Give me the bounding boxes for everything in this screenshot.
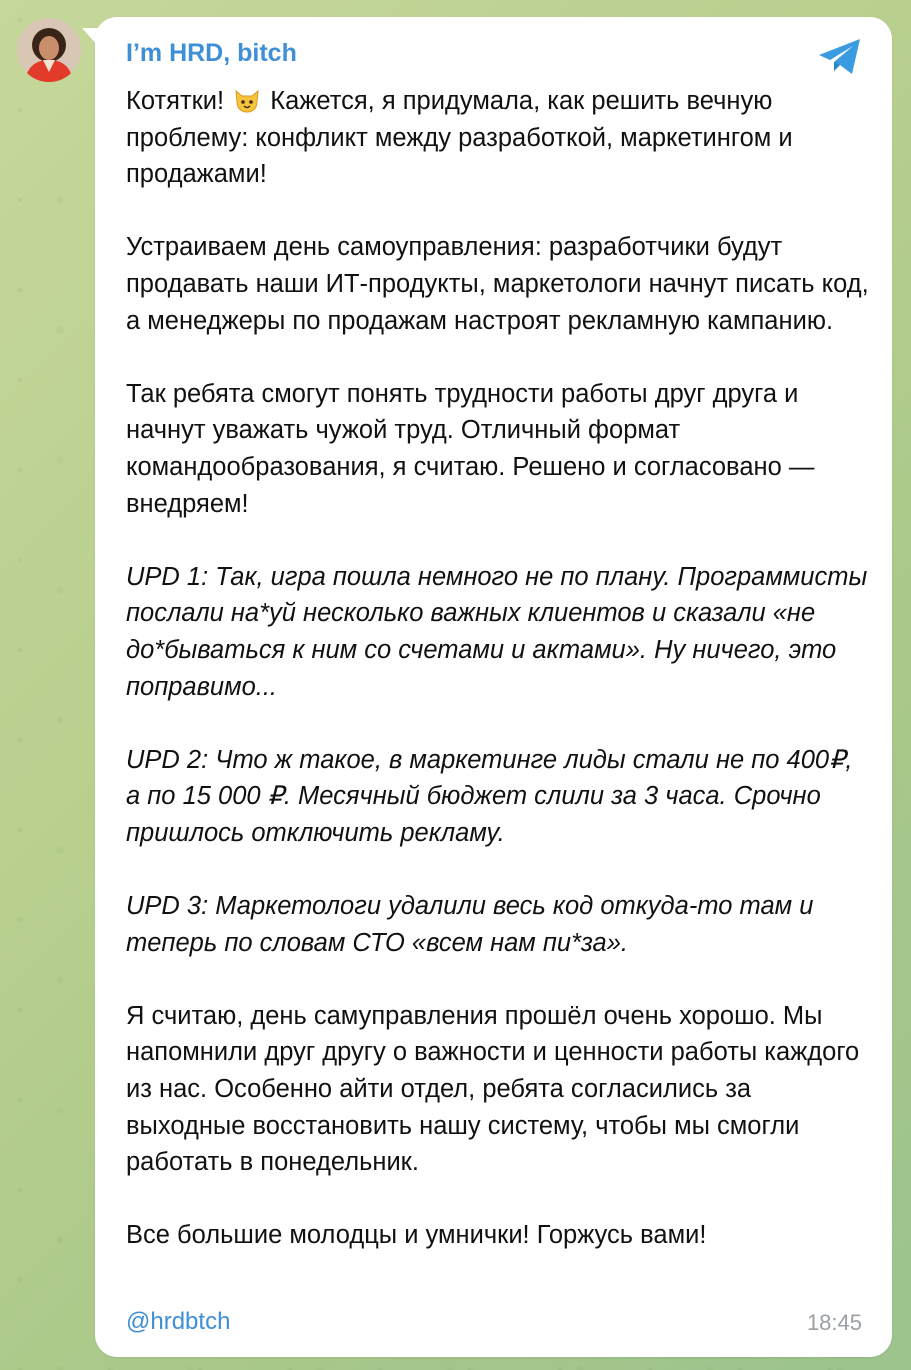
channel-link[interactable]: @hrdbtch <box>126 1308 231 1335</box>
update-2: UPD 2: Что ж такое, в маркетинге лиды стали не по 400₽, а по 15 000 ₽. Месячный бюджет слили за 3 часа. Срочно пришлось отключить рекламу. <box>126 745 853 847</box>
message-bubble <box>95 17 892 1357</box>
update-3: UPD 3: Маркетологи удалили весь код откуда-то там и теперь по словам СТО «всем нам пи*за». <box>126 892 814 957</box>
paragraph-3: Так ребята смогут понять трудности работы друг друга и начнут уважать чужой труд. Отличный формат командообразования, я считаю. Решено и согласовано — внедряем! <box>126 379 815 518</box>
update-1: UPD 1: Так, игра пошла немного не по плану. Программисты послали на*уй несколько важных клиентов и сказали «не до*бываться к ним со счетами и актами». Ну ничего, это поправимо... <box>126 562 868 701</box>
paragraph-final: Все большие молодцы и умнички! Горжусь вами! <box>126 1221 707 1250</box>
message-text <box>126 83 871 1254</box>
channel-avatar[interactable] <box>17 18 81 82</box>
paragraph-conclusion: Я считаю, день самуправления прошёл очень хорошо. Мы напомнили друг другу о важности и ценности работы каждого из нас. Особенно айти отдел, ребята согласились за выходные восстановить нашу систему, чтобы мы смогли работать в понедельник. <box>126 1001 860 1177</box>
cat-face-emoji <box>233 86 261 114</box>
paragraph-2: Устраиваем день самоуправления: разработчики будут продавать наши ИТ-продукты, маркетологи начнут писать код, а менеджеры по продажам настроят рекламную кампанию. <box>126 233 869 335</box>
message-time: 18:45 <box>806 1310 862 1335</box>
channel-name[interactable]: I’m HRD, bitch <box>126 39 297 67</box>
intro-text-end: Кажется, я придумала, как решить вечную проблему: конфликт между разработкой, маркетингом и продажами! <box>126 87 793 189</box>
telegram-share-icon[interactable] <box>817 37 863 77</box>
avatar-image <box>17 18 81 82</box>
intro-text-start: Котятки! <box>126 87 232 115</box>
paragraph-intro <box>126 83 871 193</box>
